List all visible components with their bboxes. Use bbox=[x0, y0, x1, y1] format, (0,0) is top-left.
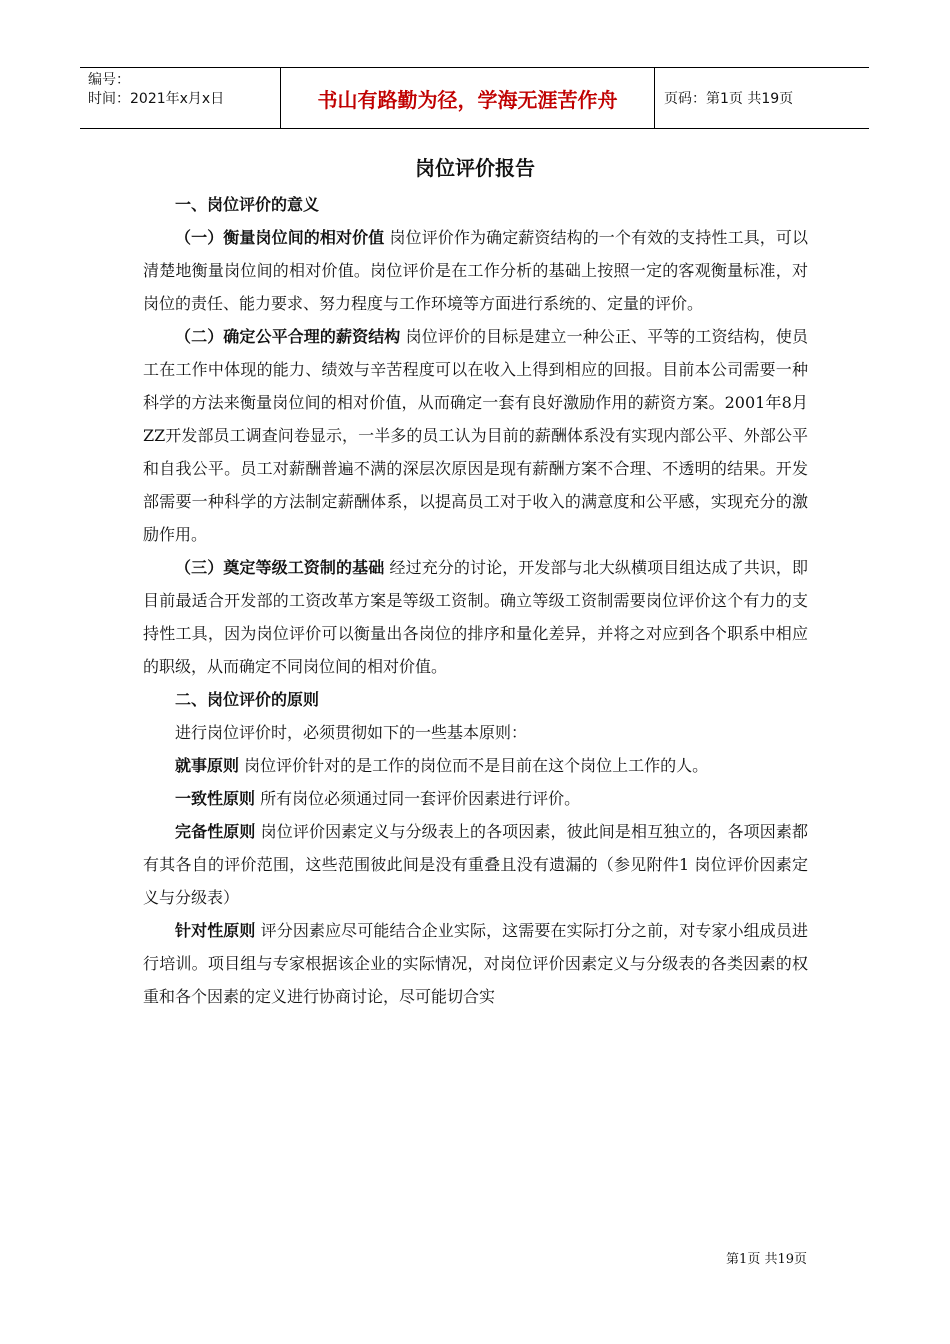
section-heading-2: 二、岗位评价的原则 bbox=[175, 690, 320, 709]
principle-2-lead: 一致性原则 bbox=[175, 789, 256, 808]
section-heading-1: 一、岗位评价的意义 bbox=[175, 195, 320, 214]
principle-2 bbox=[143, 782, 808, 815]
header-meta bbox=[80, 68, 281, 128]
principle-1-text: 岗位评价针对的是工作的岗位而不是目前在这个岗位上工作的人。 bbox=[239, 756, 709, 775]
page-footer: 第1页 共19页 bbox=[726, 1252, 807, 1267]
page-header bbox=[80, 67, 869, 129]
header-motto: 书山有路勤为径，学海无涯苦作舟 bbox=[281, 68, 655, 128]
principle-2-text: 所有岗位必须通过同一套评价因素进行评价。 bbox=[255, 789, 581, 808]
paragraph-2-text: 岗位评价的目标是建立一种公正、平等的工资结构，使员工在工作中体现的能力、绩效与辛苦程度可以在收入上得到相应的回报。目前本公司需要一种科学的方法来衡量岗位间的相对价值，从而确定一套有良好激励作用的薪资方案。2001年8月ZZ开发部员工调查问卷显示，一半多的员工认为目前的薪酬体系没有实现内部公平、外部公平和自我公平。员工对薪酬普遍不满的深层次原因是现有薪酬方案不合理、不透明的结果。开发部需要一种科学的方法制定薪酬体系，以提高员工对于收入的满意度和公平感，实现充分的激励作用。 bbox=[143, 327, 808, 544]
document-body bbox=[143, 188, 808, 1013]
document-title: 岗位评价报告 bbox=[415, 156, 535, 180]
principle-3-text: 岗位评价因素定义与分级表上的各项因素，彼此间是相互独立的，各项因素都有其各自的评价范围，这些范围彼此间是没有重叠且没有遗漏的（参见附件1 岗位评价因素定义与分级表） bbox=[143, 822, 808, 907]
principles-intro: 进行岗位评价时，必须贯彻如下的一些基本原则： bbox=[175, 723, 528, 742]
paragraph-3-lead: （三）奠定等级工资制的基础 bbox=[175, 558, 385, 577]
paragraph-3-text: 经过充分的讨论，开发部与北大纵横项目组达成了共识，即目前最适合开发部的工资改革方案是等级工资制。确立等级工资制需要岗位评价这个有力的支持性工具，因为岗位评价可以衡量出各岗位的排序和量化差异，并将之对应到各个职系中相应的职级，从而确定不同岗位间的相对价值。 bbox=[143, 558, 808, 676]
principle-1 bbox=[143, 749, 808, 782]
principle-4-text: 评分因素应尽可能结合企业实际，这需要在实际打分之前，对专家小组成员进行培训。项目组与专家根据该企业的实际情况，对岗位评价因素定义与分级表的各类因素的权重和各个因素的定义进行协商讨论，尽可能切合实 bbox=[143, 921, 808, 1006]
doc-date: 时间：2021年x月x日 bbox=[88, 91, 225, 107]
paragraph-2 bbox=[143, 320, 808, 551]
paragraph-1 bbox=[143, 221, 808, 320]
principle-4-lead: 针对性原则 bbox=[175, 921, 256, 940]
doc-number-label: 编号： bbox=[88, 72, 130, 88]
paragraph-1-lead: （一）衡量岗位间的相对价值 bbox=[175, 228, 385, 247]
header-page-info: 页码：第1页 共19页 bbox=[664, 91, 794, 107]
paragraph-2-lead: （二）确定公平合理的薪资结构 bbox=[175, 327, 401, 346]
principle-3 bbox=[143, 815, 808, 914]
principle-3-lead: 完备性原则 bbox=[175, 822, 256, 841]
paragraph-3 bbox=[143, 551, 808, 683]
principle-4 bbox=[143, 914, 808, 1013]
principle-1-lead: 就事原则 bbox=[175, 756, 240, 775]
paragraph-1-text: 岗位评价作为确定薪资结构的一个有效的支持性工具，可以清楚地衡量岗位间的相对价值。岗位评价是在工作分析的基础上按照一定的客观衡量标准，对岗位的责任、能力要求、努力程度与工作环境等方面进行系统的、定量的评价。 bbox=[143, 228, 808, 313]
